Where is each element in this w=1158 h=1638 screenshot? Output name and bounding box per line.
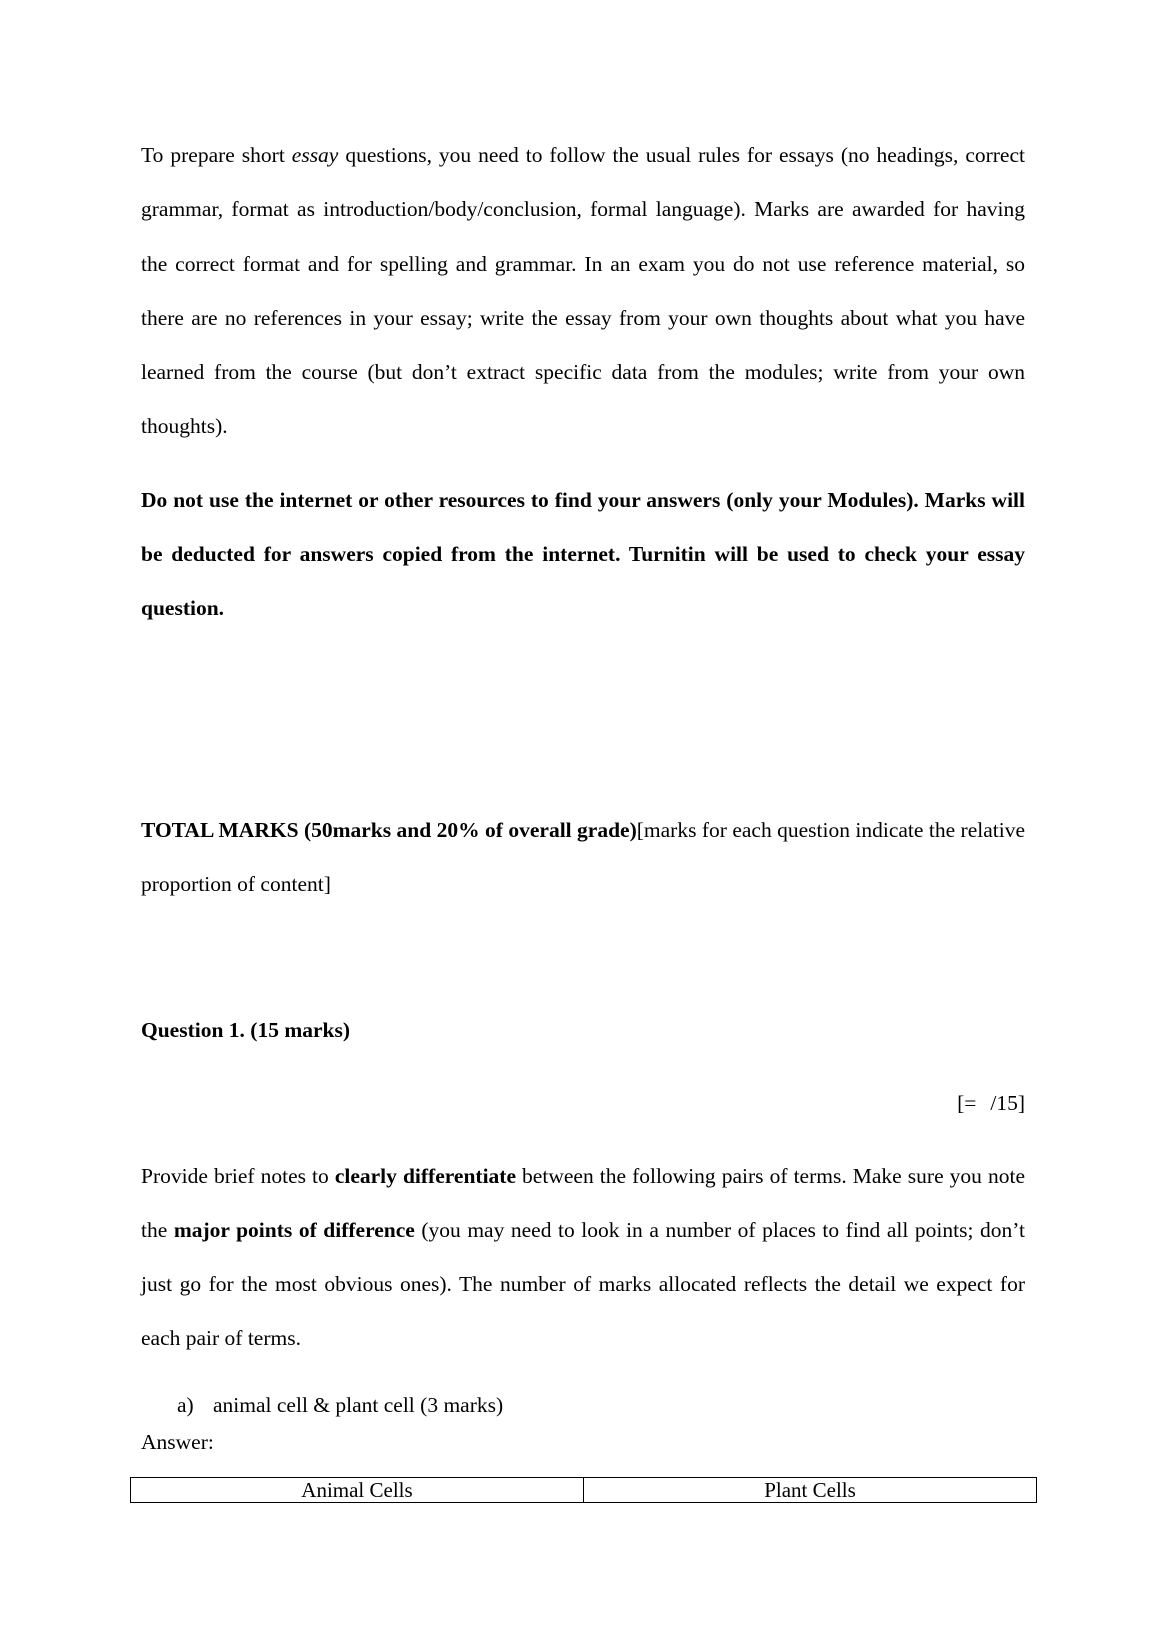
instructions-text-3: (you may need to look in a number of places to find all points; don’t just go for the most obvious ones). The number of marks allocated reflects the detail we expect for each pair of terms.: [141, 1217, 1025, 1351]
essay-instructions-paragraph: [141, 128, 1025, 454]
question-1-score-box: [141, 1076, 1025, 1130]
document-page: [141, 128, 1025, 1459]
instructions-bold-2: major points of difference: [173, 1217, 415, 1242]
question-1-heading: Question 1. (15 marks): [141, 1018, 351, 1043]
list-item-a-text: animal cell & plant cell (3 marks): [213, 1392, 504, 1417]
total-marks-paragraph: [141, 803, 1025, 912]
table-header-row: [131, 1478, 1037, 1503]
instructions-text-1: Provide brief notes to: [141, 1163, 335, 1188]
essay-italic-word: essay: [291, 143, 339, 167]
list-marker-a: a): [177, 1392, 194, 1417]
question-1-instructions: [141, 1149, 1025, 1366]
instructions-bold-1: clearly differentiate: [334, 1163, 516, 1188]
essay-instructions-text-1: To prepare short: [141, 143, 292, 167]
header-plant-cells: Plant Cells: [584, 1478, 1037, 1503]
total-marks-label: TOTAL MARKS (50marks and 20% of overall grade): [141, 817, 637, 842]
list-item-a: [141, 1385, 1025, 1425]
total-marks-note: [marks for each question indicate the relative proportion of content]: [141, 817, 1025, 896]
cell-comparison-table: [130, 1477, 1037, 1503]
essay-instructions-text-2: questions, you need to follow the usual rules for essays (no headings, correct grammar, format as introduction/body/conclusion, formal language). Marks are awarded for having the correct format and for spelling and grammar. In an exam you do not use reference material, so there are no references in your essay; write the essay from your own thoughts about what you have learned from the course (but don’t extract specific data from the modules; write from your own thoughts).: [141, 143, 1025, 439]
answer-label: Answer:: [141, 1429, 214, 1454]
internet-warning-paragraph: Do not use the internet or other resources to find your answers (only your Modules). Marks will be deducted for answers copied from the internet. Turnitin will be used to check your essay question.: [141, 487, 1025, 621]
score-open: [=: [957, 1090, 977, 1115]
score-close: /15]: [990, 1090, 1025, 1115]
header-animal-cells: Animal Cells: [131, 1478, 584, 1503]
instructions-text-2: between the following pairs of terms. Make sure you note the: [141, 1163, 1025, 1242]
